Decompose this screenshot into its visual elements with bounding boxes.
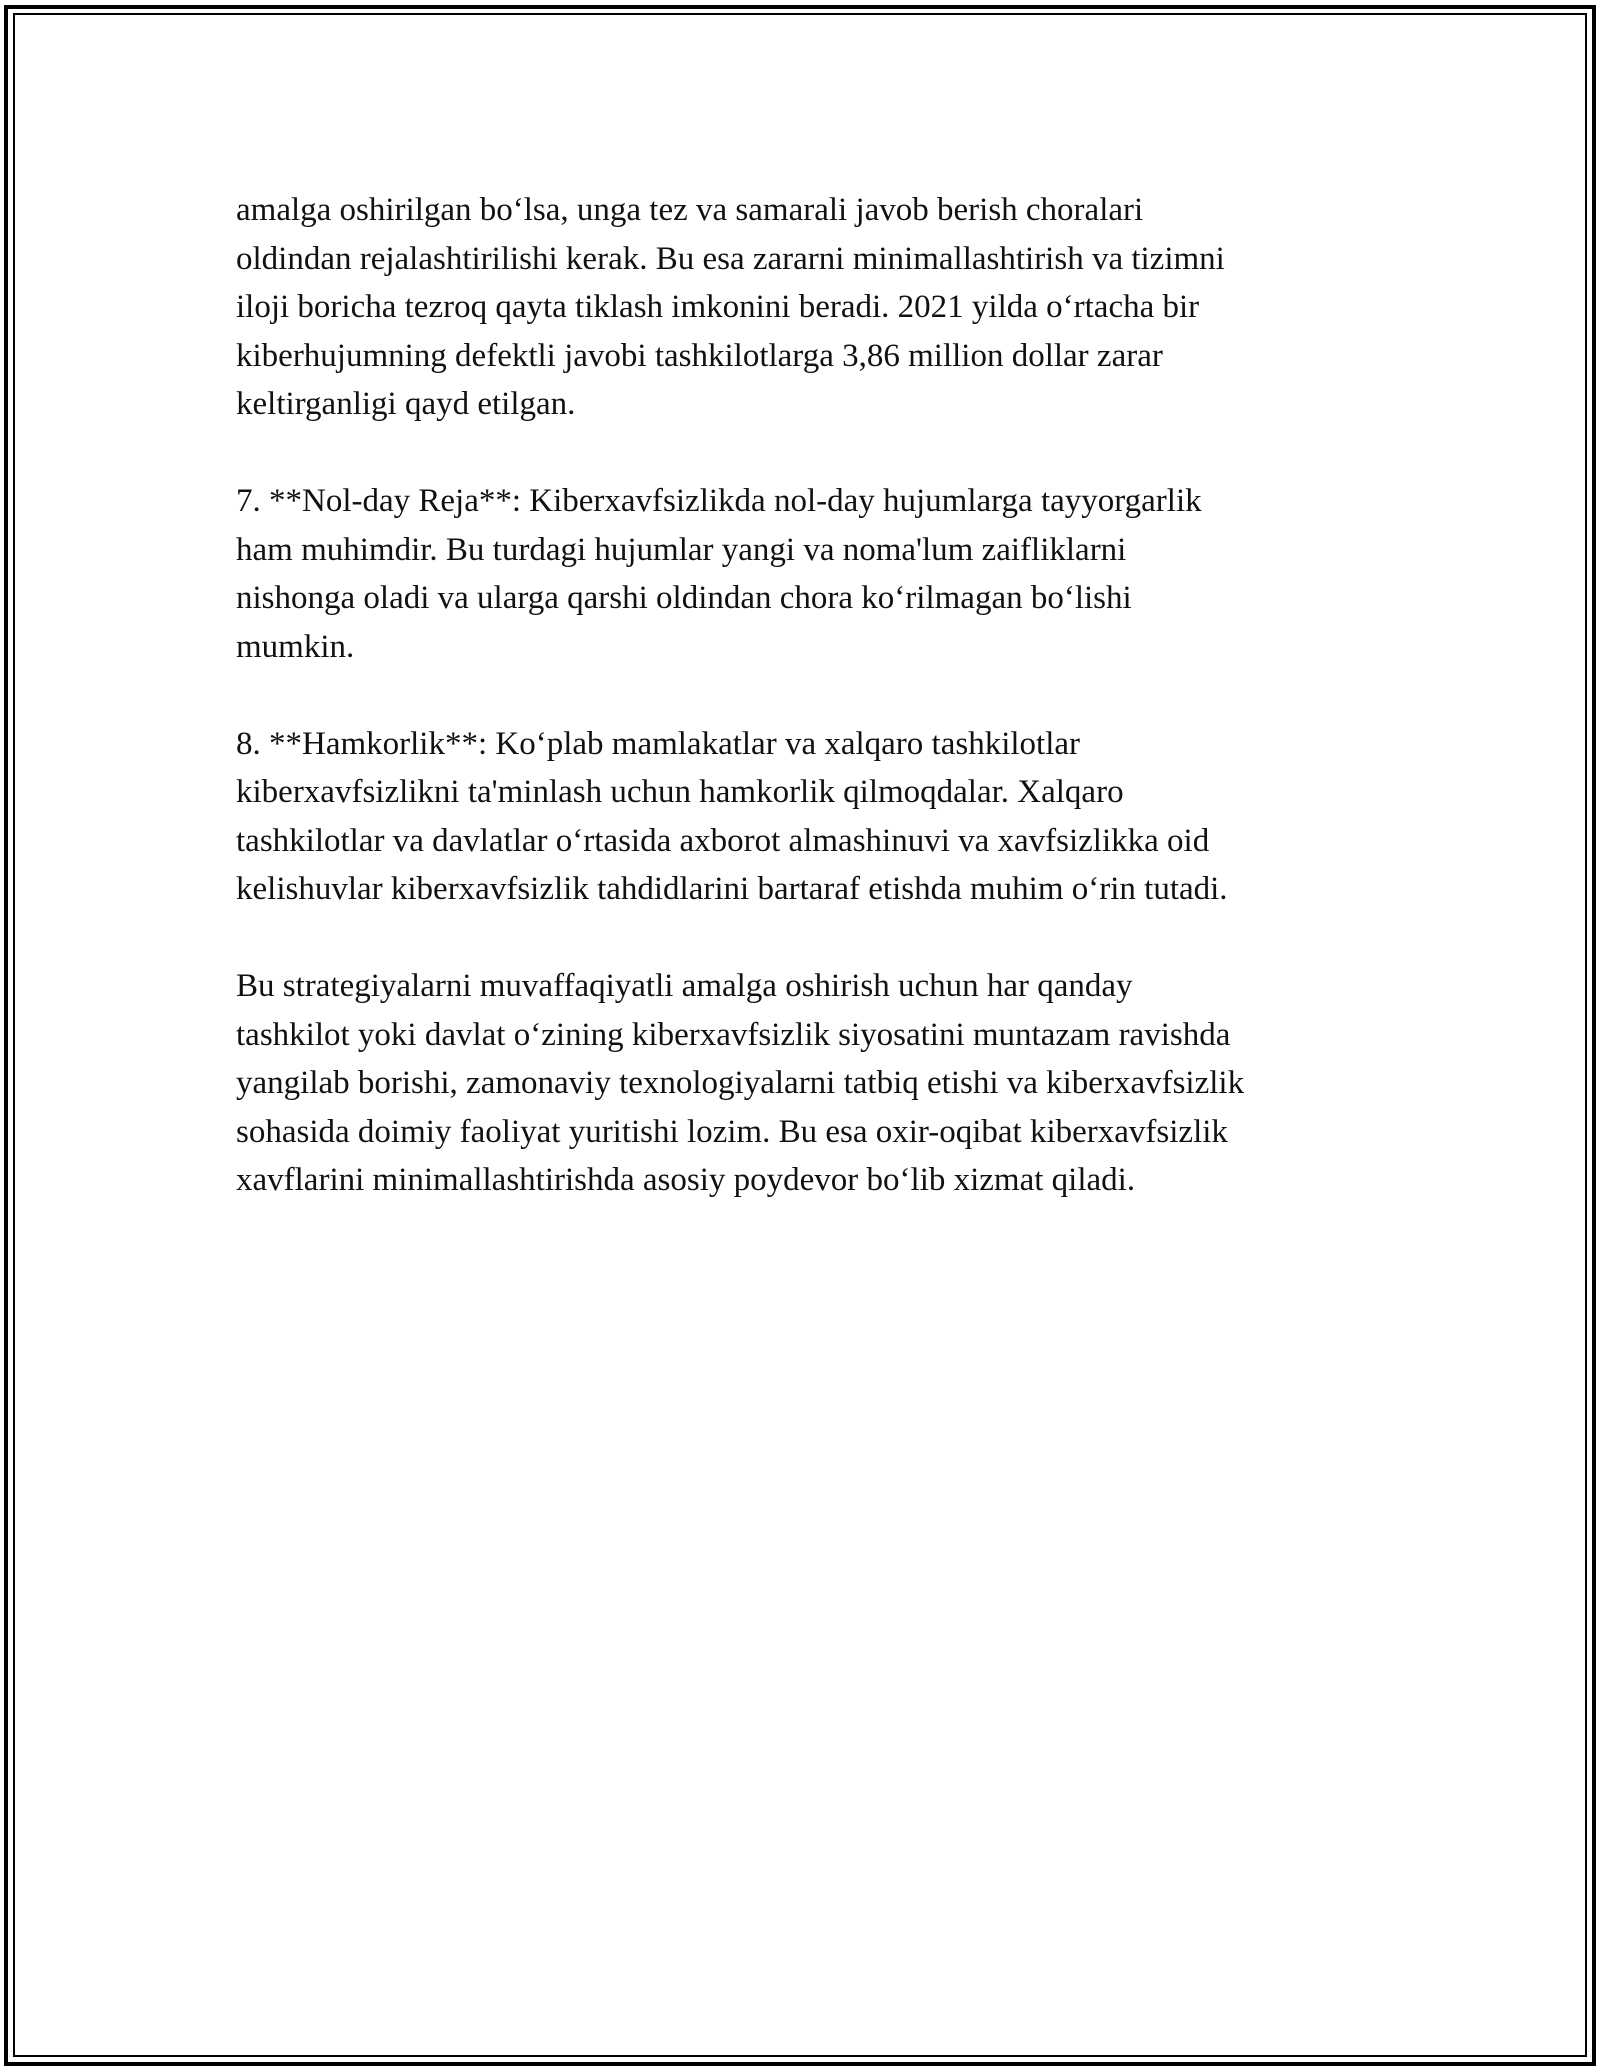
paragraph-zero-day-plan: 7. **Nol-day Reja**: Kiberxavfsizlikda nol-day hujumlarga tayyorgarlik ham muhimdir. Bu turdagi hujumlar yangi va noma'lum zaifliklarni nishonga oladi va ularga qarshi oldindan chora ko‘rilmagan bo‘lishi mumkin. (236, 483, 1202, 665)
paragraph-response-planning: amalga oshirilgan bo‘lsa, unga tez va samarali javob berish choralari oldindan rejalashtirilishi kerak. Bu esa zararni minimallashtirish va tizimni iloji boricha tezroq qayta tiklash imkonini beradi. 2021 yilda o‘rtacha bir kiberhujumning defektli javobi tashkilotlarga 3,86 million dollar zarar keltirganligi qayd etilgan. (236, 192, 1225, 422)
document-body (236, 186, 1366, 1253)
paragraph-conclusion: Bu strategiyalarni muvaffaqiyatli amalga oshirish uchun har qanday tashkilot yoki davlat o‘zining kiberxavfsizlik siyosatini muntazam ravishda yangilab borishi, zamonaviy texnologiyalarni tatbiq etishi va kiberxavfsizlik sohasida doimiy faoliyat yuritishi lozim. Bu esa oxir-oqibat kiberxavfsizlik xavflarini minimallashtirishda asosiy poydevor bo‘lib xizmat qiladi. (236, 968, 1245, 1198)
paragraph-cooperation: 8. **Hamkorlik**: Ko‘plab mamlakatlar va xalqaro tashkilotlar kiberxavfsizlikni ta'minlash uchun hamkorlik qilmoqdalar. Xalqaro tashkilotlar va davlatlar o‘rtasida axborot almashinuvi va xavfsizlikka oid kelishuvlar kiberxavfsizlik tahdidlarini bartaraf etishda muhim o‘rin tutadi. (236, 725, 1228, 907)
